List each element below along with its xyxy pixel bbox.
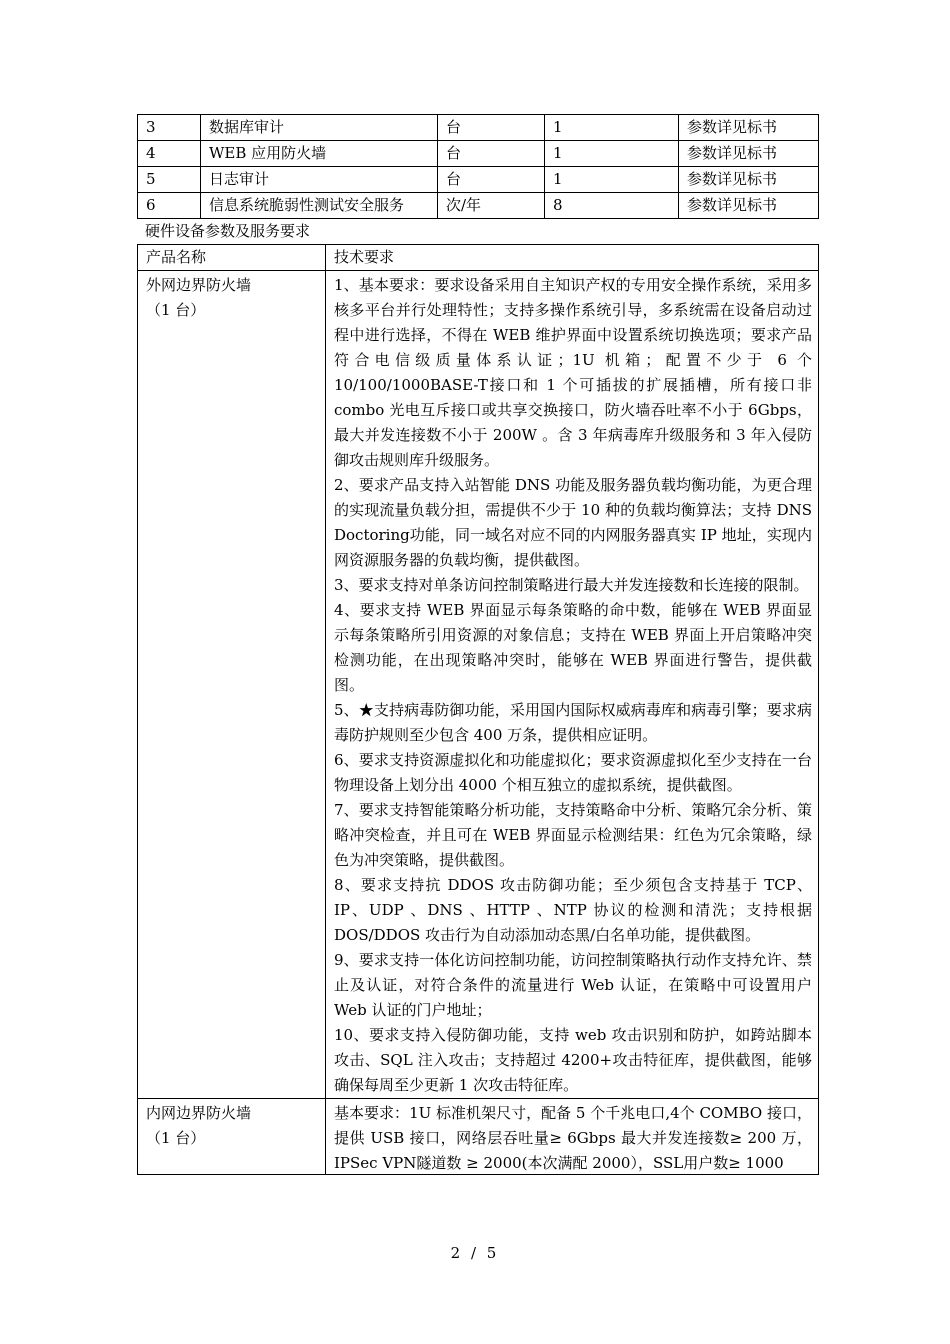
item-unit: 次/年 — [438, 193, 545, 219]
requirement-paragraph: 9、要求支持一体化访问控制功能，访问控制策略执行动作支持允许、禁止及认证，对符合条件的流量进行 Web 认证，在策略中可设置用户 Web 认证的门户地址； — [334, 951, 812, 1019]
product-quantity: （1 台） — [146, 301, 206, 319]
product-quantity: （1 台） — [146, 1129, 206, 1147]
item-note: 参数详见标书 — [679, 167, 819, 193]
spec-table-body — [138, 271, 819, 1175]
item-number: 4 — [138, 141, 201, 167]
item-note: 参数详见标书 — [679, 115, 819, 141]
spec-row — [138, 271, 819, 1099]
item-name: 信息系统脆弱性测试安全服务 — [201, 193, 438, 219]
item-name: 数据库审计 — [201, 115, 438, 141]
requirement-paragraph: 10、要求支持入侵防御功能，支持 web 攻击识别和防护，如跨站脚本攻击、SQL 注入攻击；支持超过 4200+攻击特征库，提供截图，能够确保每周至少更新 1 次攻击特征库。 — [334, 1026, 812, 1094]
item-quantity: 1 — [545, 115, 679, 141]
product-cell — [138, 1099, 326, 1175]
section-caption: 硬件设备参数及服务要求 — [145, 222, 311, 240]
product-name: 外网边界防火墙 — [146, 276, 252, 294]
item-row — [138, 115, 819, 141]
requirement-paragraph: 2、要求产品支持入站智能 DNS 功能及服务器负载均衡功能，为更合理的实现流量负载分担，需提供不少于 10 种的负载均衡算法；支持 DNS Doctoring功能，同一域名对应不同的内网服务器真实 IP 地址，实现内网资源服务器的负载均衡，提供截图。 — [334, 476, 812, 569]
item-row — [138, 141, 819, 167]
spec-table-header-row — [138, 245, 819, 271]
spec-table — [137, 244, 819, 1175]
item-quantity: 8 — [545, 193, 679, 219]
items-table — [137, 114, 819, 219]
requirement-paragraph: 6、要求支持资源虚拟化和功能虚拟化；要求资源虚拟化至少支持在一台物理设备上划分出 4000 个相互独立的虚拟系统，提供截图。 — [334, 751, 812, 794]
requirement-paragraph: 4、要求支持 WEB 界面显示每条策略的命中数，能够在 WEB 界面显示每条策略所引用资源的对象信息；支持在 WEB 界面上开启策略冲突检测功能，在出现策略冲突时，能够在 WEB 界面进行警告，提供截图。 — [334, 601, 812, 694]
requirement-paragraph: 3、要求支持对单条访问控制策略进行最大并发连接数和长连接的限制。 — [334, 576, 809, 594]
item-quantity: 1 — [545, 141, 679, 167]
item-unit: 台 — [438, 167, 545, 193]
page-number: 2 / 5 — [450, 1244, 500, 1262]
item-note: 参数详见标书 — [679, 141, 819, 167]
requirement-cell — [326, 1099, 819, 1175]
requirement-paragraph: 8、要求支持抗 DDOS 攻击防御功能；至少须包含支持基于 TCP、IP、UDP 、DNS 、HTTP 、NTP 协议的检测和清洗；支持根据 DOS/DDOS 攻击行为自动添加动态黑/白名单功能，提供截图。 — [334, 876, 812, 944]
product-cell — [138, 271, 326, 1099]
item-name: 日志审计 — [201, 167, 438, 193]
spec-row — [138, 1099, 819, 1175]
header-technical-requirement: 技术要求 — [326, 245, 819, 271]
items-table-body — [138, 115, 819, 219]
requirement-paragraph: 7、要求支持智能策略分析功能，支持策略命中分析、策略冗余分析、策略冲突检查，并且可在 WEB 界面显示检测结果：红色为冗余策略，绿色为冲突策略，提供截图。 — [334, 801, 812, 869]
requirement-text — [334, 273, 812, 1098]
requirement-paragraph: 1、基本要求：要求设备采用自主知识产权的专用安全操作系统，采用多核多平台并行处理特性；支持多操作系统引导，多系统需在设备启动过程中进行选择，不得在 WEB 维护界面中设置系统切换选项；要求产品符合电信级质量体系认证；1U 机箱；配置不少于 6 个 10/100/1000BASE-T接口和 1 个可插拔的扩展插槽，所有接口非 combo 光电互斥接口或共享交换接口，防火墙吞吐率不小于 6Gbps，最大并发连接数不小于 200W 。含 3 年病毒库升级服务和 3 年入侵防御攻击规则库升级服务。 — [334, 276, 812, 469]
item-note: 参数详见标书 — [679, 193, 819, 219]
item-number: 5 — [138, 167, 201, 193]
requirement-text — [334, 1101, 812, 1174]
product-name: 内网边界防火墙 — [146, 1104, 252, 1122]
item-row — [138, 167, 819, 193]
item-quantity: 1 — [545, 167, 679, 193]
item-name: WEB 应用防火墙 — [201, 141, 438, 167]
item-unit: 台 — [438, 141, 545, 167]
requirement-cell — [326, 271, 819, 1099]
requirement-paragraph: 基本要求：1U 标准机架尺寸，配备 5 个千兆电口,4个 COMBO 接口，提供 USB 接口，网络层吞吐量≥ 6Gbps 最大并发连接数≥ 200 万，IPSec VPN隧道数 ≥ 2000(本次满配 2000），SSL用户数≥ 1000 — [334, 1104, 812, 1172]
item-number: 6 — [138, 193, 201, 219]
item-unit: 台 — [438, 115, 545, 141]
item-row — [138, 193, 819, 219]
item-number: 3 — [138, 115, 201, 141]
requirement-paragraph: 5、★支持病毒防御功能，采用国内国际权威病毒库和病毒引擎；要求病毒防护规则至少包含 400 万条，提供相应证明。 — [334, 701, 812, 744]
header-product-name: 产品名称 — [138, 245, 326, 271]
